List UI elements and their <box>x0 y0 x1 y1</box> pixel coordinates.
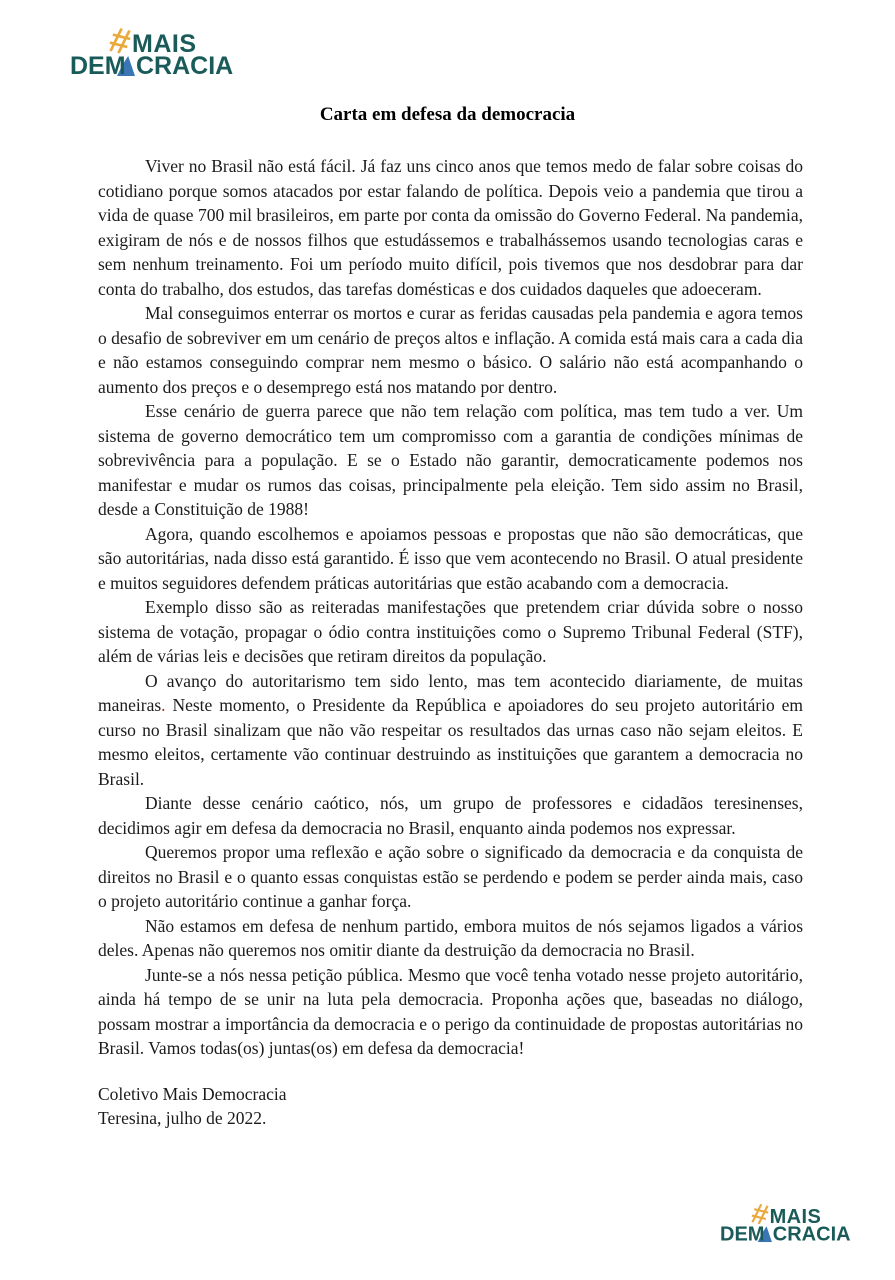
paragraph-text: O avanço do autoritarismo tem sido lento, mas tem acontecido diariamente, de muitas maneiras <box>98 670 803 715</box>
hashtag-icon: # <box>105 18 135 63</box>
letter-paragraph <box>98 154 803 301</box>
paragraph-text: Mal conseguimos enterrar os mortos e curar as feridas causadas pela pandemia e agora temos o desafio de sobreviver em um cenário de preços altos e inflação. A comida está mais cara a cada dia e não estamos conseguindo comprar nem mesmo o básico. O salário não está acompanhando o aumento dos preços e o desemprego está nos matando por dentro. <box>98 303 803 397</box>
paragraph-text: Neste momento, o Presidente da República e apoiadores do seu projeto autoritário em curso no Brasil sinalizam que não vão respeitar os resultados das urnas caso não sejam eleitos. E mesmo eleitos, certamente vão continuar destruindo as instituições que garantem a democracia no Brasil. <box>98 695 803 789</box>
hashtag-icon: # <box>748 1195 772 1232</box>
letter-paragraph <box>98 669 803 792</box>
letter-paragraph <box>98 791 803 840</box>
logo-word-mais: MAIS <box>769 1205 822 1228</box>
logo-word-dem: DEM <box>70 52 126 80</box>
signature-place-date: Teresina, julho de 2022. <box>98 1108 267 1128</box>
mais-democracia-logo-bottom <box>720 1195 856 1250</box>
paragraph-text: Não estamos em defesa de nenhum partido, embora muitos de nós sejamos ligados a vários deles. Apenas não queremos nos omitir diante da destruição da democracia no Brasil. <box>98 915 803 960</box>
paragraph-text: Viver no Brasil não está fácil. Já faz uns cinco anos que temos medo de falar sobre coisas do cotidiano porque somos atacados por estar falando de política. Depois veio a pandemia que tirou a vida de quase 700 mil brasileiros, em parte por conta da omissão do Governo Federal. Na pandemia, exigiram de nós e de nossos filhos que estudássemos e trabalhássemos usando tecnologias caras e sem nenhum treinamento. Foi um período muito difícil, pois tivemos que nos desdobrar para dar conta do trabalho, dos estudos, das tarefas domésticas e dos cuidados daqueles que adoeceram. <box>98 156 803 299</box>
letter-body <box>0 154 895 1061</box>
letter-paragraph <box>98 914 803 963</box>
letter-paragraph <box>98 399 803 522</box>
paragraph-text: Junte-se a nós nessa petição pública. Mesmo que você tenha votado nesse projeto autoritário, ainda há tempo de se unir na luta pela democracia. Proponha ações que, baseadas no diálogo, possam mostrar a importância da democracia e o perigo da continuidade de propostas autoritárias no Brasil. Vamos todas(os) juntas(os) em defesa da democracia! <box>98 964 803 1058</box>
logo-word-dem: DEM <box>720 1223 765 1246</box>
logo-word-mais: MAIS <box>132 30 197 58</box>
logo-word-cracia: CRACIA <box>136 52 234 80</box>
paragraph-text: Esse cenário de guerra parece que não tem relação com política, mas tem tudo a ver. Um sistema de governo democrático tem um compromisso com a garantia de condições mínimas de sobrevivência para a população. E se o Estado não garantir, democraticamente podemos nos manifestar e mudar os rumos das coisas, principalmente pela eleição. Tem sido assim no Brasil, desde a Constituição de 1988! <box>98 401 803 519</box>
letter-paragraph <box>98 963 803 1061</box>
signature-block <box>0 1082 895 1131</box>
letter-paragraph <box>98 301 803 399</box>
signature-collective: Coletivo Mais Democracia <box>98 1083 287 1104</box>
paragraph-text: Queremos propor uma reflexão e ação sobre o significado da democracia e da conquista de direitos no Brasil e o quanto essas conquistas estão se perdendo e podem se perder ainda mais, caso o projeto autoritário continue a ganhar força. <box>98 842 803 911</box>
paragraph-text: Diante desse cenário caótico, nós, um grupo de professores e cidadãos teresinenses, decidimos agir em defesa da democracia no Brasil, enquanto ainda podemos nos expressar. <box>98 793 803 838</box>
letter-paragraph <box>98 595 803 669</box>
page-title: Carta em defesa da democracia <box>319 104 576 125</box>
paragraph-text: Agora, quando escolhemos e apoiamos pessoas e propostas que não são democráticas, que são autoritárias, nada disso está garantido. É isso que vem acontecendo no Brasil. O atual presidente e muitos seguidores defendem práticas autoritárias que estão acabando com a democracia. <box>98 523 803 593</box>
logo-word-cracia: CRACIA <box>772 1223 851 1246</box>
paragraph-text: . <box>161 695 166 715</box>
letter-paragraph <box>98 840 803 914</box>
paragraph-text: Exemplo disso são as reiteradas manifestações que pretendem criar dúvida sobre o nosso sistema de votação, propagar o ódio contra instituições como o Supremo Tribunal Federal (STF), além de várias leis e decisões que retiram direitos da população. <box>98 597 803 666</box>
mais-democracia-logo-top <box>70 18 240 86</box>
letter-paragraph <box>98 522 803 596</box>
